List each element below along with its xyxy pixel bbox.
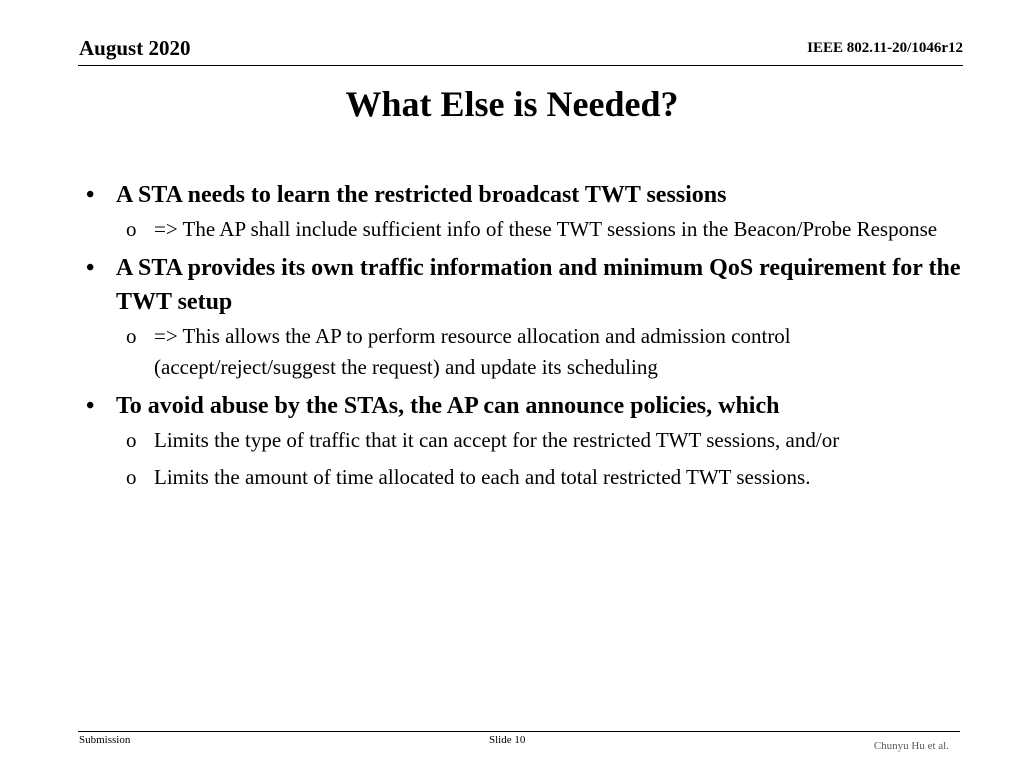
footer-author: Chunyu Hu et al. <box>873 740 949 752</box>
sub-bullet-text: Limits the amount of time allocated to each and total restricted TWT sessions. <box>154 465 811 489</box>
bullet-3 <box>86 389 966 423</box>
bullet-marker: • <box>86 393 95 419</box>
bullet-1 <box>86 178 966 212</box>
sub-bullet-marker: o <box>126 428 137 452</box>
slide-title: What Else is Needed? <box>345 84 679 124</box>
header-date: August 2020 <box>79 36 191 60</box>
header-doc-id: IEEE 802.11-20/1046r12 <box>807 40 963 56</box>
sub-bullet-text: => The AP shall include sufficient info of these TWT sessions in the Beacon/Probe Response <box>154 217 938 241</box>
sub-bullet-marker: o <box>126 465 137 489</box>
bullet-text: To avoid abuse by the STAs, the AP can announce policies, which <box>116 393 780 419</box>
sub-bullet-1-1 <box>86 214 966 245</box>
slide-content <box>86 178 966 499</box>
bullet-text: A STA provides its own traffic information and minimum QoS requirement for the TWT setup <box>116 255 961 315</box>
sub-bullet-text: => This allows the AP to perform resource allocation and admission control (accept/reject/suggest the request) and update its scheduling <box>154 324 791 379</box>
footer-slide-number: Slide 10 <box>489 734 526 746</box>
bullet-marker: • <box>86 255 95 281</box>
sub-bullet-text: Limits the type of traffic that it can accept for the restricted TWT sessions, and/or <box>154 428 840 452</box>
footer-submission: Submission <box>79 734 131 746</box>
sub-bullet-2-1 <box>86 321 966 383</box>
bullet-text: A STA needs to learn the restricted broadcast TWT sessions <box>116 182 727 208</box>
sub-bullet-marker: o <box>126 324 137 348</box>
sub-bullet-3-2 <box>86 462 966 493</box>
sub-bullet-marker: o <box>126 217 137 241</box>
sub-bullet-3-1 <box>86 425 966 456</box>
top-divider <box>78 65 963 66</box>
bottom-divider <box>78 731 960 732</box>
bullet-2 <box>86 251 966 319</box>
bullet-marker: • <box>86 182 95 208</box>
